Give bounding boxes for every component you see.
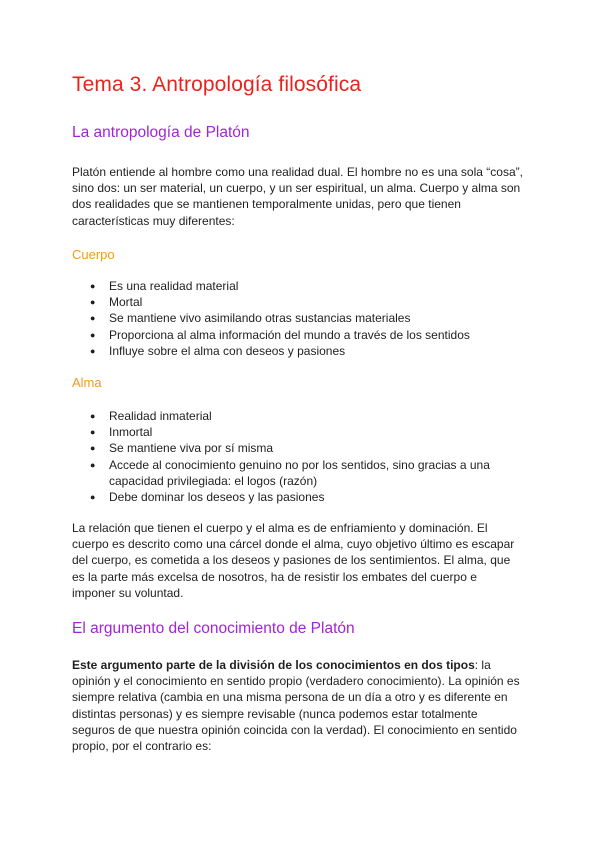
- text-line: sino dos: un ser material, un cuerpo, y un ser espiritual, un alma. Cuerpo y alma son: [72, 181, 521, 196]
- intro-paragraph: [72, 164, 532, 229]
- text-line: cuerpo es descrito como una cárcel donde el alma, cuyo objetivo último es escapar: [72, 537, 515, 552]
- text-line: distintas personas) y es siempre revisable (nunca podemos estar totalmente: [72, 706, 478, 721]
- section-heading-antropologia: La antropología de Platón: [72, 124, 250, 141]
- list-item: ● Se mantiene viva por sí misma: [90, 441, 274, 456]
- bullet-icon: ●: [90, 297, 96, 308]
- text-line: opinión y el conocimiento en sentido propio (verdadero conocimiento). La opinión es: [72, 674, 520, 689]
- list-item: ● Influye sobre el alma con deseos y pasiones: [90, 343, 346, 358]
- list-item: ● Debe dominar los deseos y las pasiones: [90, 490, 325, 505]
- text-line: imponer su voluntad.: [72, 585, 184, 600]
- bullet-icon: ●: [90, 459, 96, 470]
- text-line: propio, por el contrario es:: [72, 739, 212, 754]
- bullet-icon: ●: [90, 427, 96, 438]
- list-item: ● Se mantiene vivo asimilando otras sustancias materiales: [90, 311, 411, 326]
- bold-lead: Este argumento parte de la división de los conocimientos en dos tipos: [72, 658, 475, 672]
- list-item: ● Mortal: [90, 295, 143, 310]
- text-line: características muy diferentes:: [72, 213, 235, 228]
- argument-paragraph: [72, 657, 532, 754]
- text-line: es la parte más excelsa de nosotros, ha de resistir los embates del cuerpo e: [72, 569, 477, 584]
- text-line: Este argumento parte de la división de los conocimientos en dos tipos: la: [72, 658, 491, 672]
- section-heading-argumento: El argumento del conocimiento de Platón: [72, 620, 355, 637]
- bullet-icon: ●: [90, 411, 96, 421]
- text-line: La relación que tienen el cuerpo y el alma es de enfriamiento y dominación. El: [72, 521, 488, 535]
- bullet-icon: ●: [90, 492, 96, 503]
- subheading-cuerpo: Cuerpo: [72, 247, 115, 262]
- document-title: Tema 3. Antropología filosófica: [72, 73, 362, 96]
- bullet-icon: ●: [90, 329, 96, 340]
- bullet-icon: ●: [90, 313, 96, 324]
- bullet-icon: ●: [90, 345, 96, 356]
- text-line: Platón entiende al hombre como una realidad dual. El hombre no es una sola “cosa”,: [72, 165, 523, 179]
- alma-list: [72, 408, 490, 505]
- bullet-icon: ●: [90, 281, 96, 291]
- list-item: ● Inmortal: [90, 425, 153, 440]
- text-line: dos realidades que se mantienen temporalmente unidas, pero que tienen: [72, 197, 461, 212]
- list-item: ● Es una realidad material: [90, 279, 239, 293]
- list-item: ● Accede al conocimiento genuino no por los sentidos, sino gracias a una capacidad privilegiada: el logos (razón): [90, 457, 490, 488]
- list-item: ● Proporciona al alma información del mundo a través de los sentidos: [90, 327, 470, 342]
- bullet-icon: ●: [90, 443, 96, 454]
- text-line: seguros de que nuestra opinión coincida con la verdad). El conocimiento en sentido: [72, 722, 517, 737]
- list-item: ● Realidad inmaterial: [90, 409, 212, 423]
- text-line: siempre relativa (cambia en una misma persona de un día a otro y es diferente en: [72, 690, 508, 705]
- relation-paragraph: [72, 520, 532, 601]
- cuerpo-list: [72, 278, 470, 359]
- text-line: del cuerpo, es cometida a los deseos y pasiones de los sentimientos. El alma, que: [72, 553, 511, 568]
- subheading-alma: Alma: [72, 375, 102, 390]
